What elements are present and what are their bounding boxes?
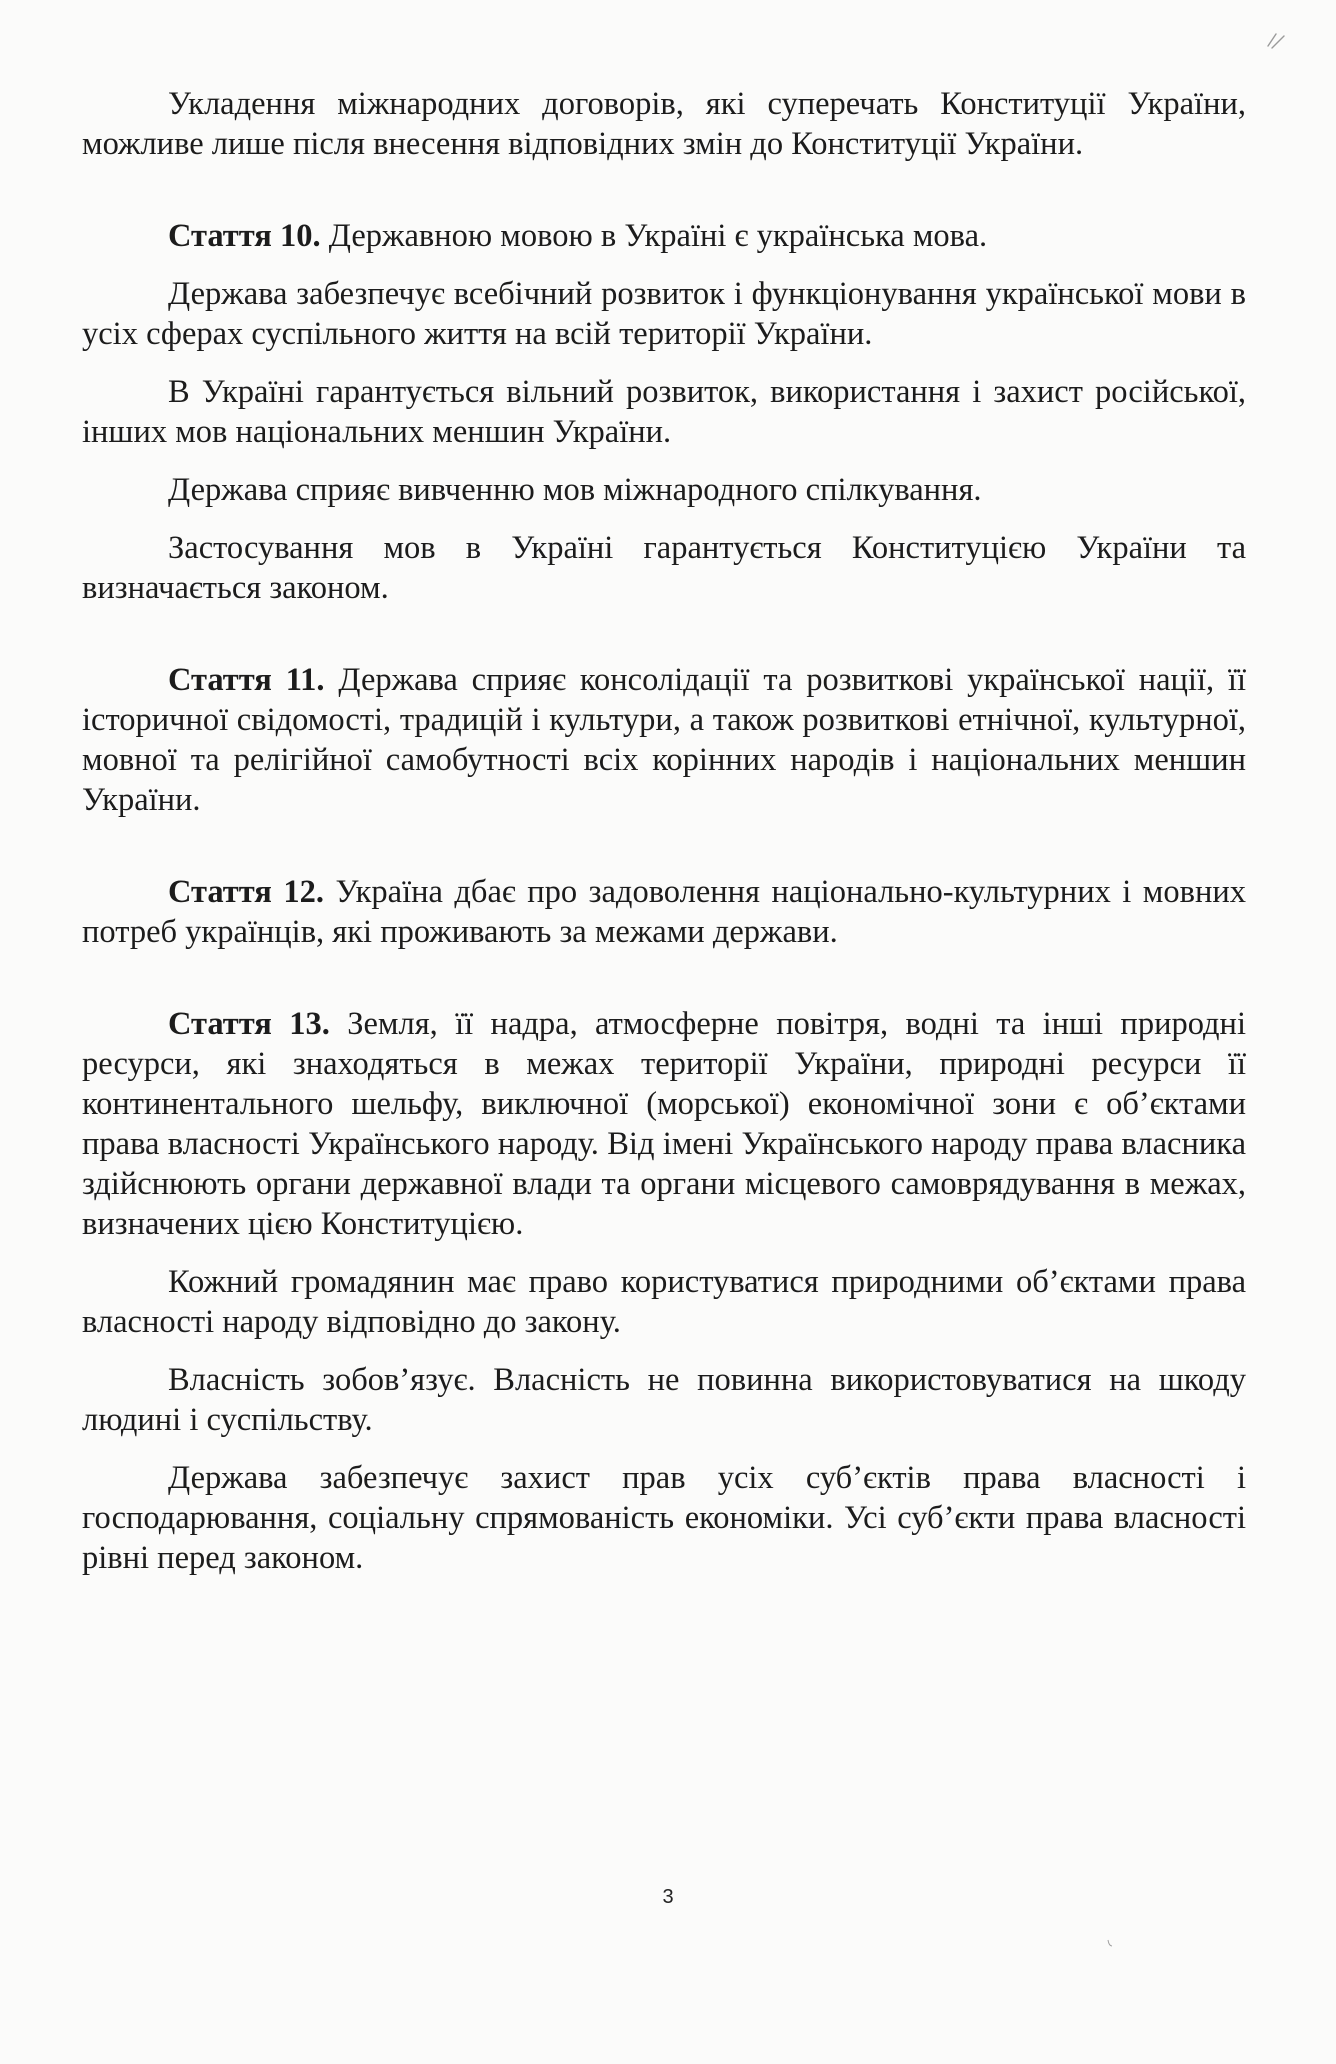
- article-13: [82, 1004, 1246, 1244]
- article-11-title: Стаття 11.: [168, 662, 325, 698]
- paragraph-citizen-right: [82, 1262, 1246, 1342]
- paragraph-text: Застосування мов в Україні гарантується Конституцією України та визначається законом.: [82, 530, 1246, 606]
- paragraph-property-obliges: [82, 1360, 1246, 1440]
- paragraph-text: Держава сприяє вивченню мов міжнародного спілкування.: [168, 472, 982, 508]
- article-10: [82, 216, 1246, 256]
- document-body: [82, 84, 1246, 1578]
- scan-speck-icon: [1106, 1938, 1114, 1948]
- article-11-text: Держава сприяє консолідації та розвиткові української нації, її історичної свідомості, традицій і культури, а також розвиткові етнічної, культурної, мовної та релігійної самобутності всіх корінних народів і національних меншин України.: [82, 662, 1246, 818]
- article-13-title: Стаття 13.: [168, 1006, 330, 1042]
- article-12-text: Україна дбає про задоволення національно-культурних і мовних потреб українців, які проживають за межами держави.: [82, 874, 1246, 950]
- paragraph-state-language-development: [82, 274, 1246, 354]
- paragraph-text: В Україні гарантується вільний розвиток, використання і захист російської, інших мов національних меншин України.: [82, 374, 1246, 450]
- article-12: [82, 872, 1246, 952]
- page-number: 3: [662, 1886, 674, 1908]
- article-10-title: Стаття 10.: [168, 218, 321, 254]
- paragraph-minority-languages: [82, 372, 1246, 452]
- paragraph-language-use: [82, 528, 1246, 608]
- pencil-mark-icon: [1262, 26, 1290, 54]
- article-12-title: Стаття 12.: [168, 874, 324, 910]
- paragraph-text: Укладення міжнародних договорів, які суперечать Конституції України, можливе лише після внесення відповідних змін до Конституції України.: [82, 86, 1246, 162]
- paragraph-international-languages: [82, 470, 1246, 510]
- paragraph-text: Держава забезпечує захист прав усіх суб’єктів права власності і господарювання, соціальну спрямованість економіки. Усі суб’єкти права власності рівні перед законом.: [82, 1460, 1246, 1576]
- article-11: [82, 660, 1246, 820]
- paragraph-text: Власність зобов’язує. Власність не повинна використовуватися на шкоду людині і суспільству.: [82, 1362, 1246, 1438]
- paragraph-property-protection: [82, 1458, 1246, 1578]
- paragraph-text: Кожний громадянин має право користуватися природними об’єктами права власності народу відповідно до закону.: [82, 1264, 1246, 1340]
- paragraph-international-treaties: [82, 84, 1246, 164]
- article-10-text: Державною мовою в Україні є українська мова.: [320, 218, 988, 254]
- paragraph-text: Держава забезпечує всебічний розвиток і функціонування української мови в усіх сферах суспільного життя на всій території України.: [82, 276, 1246, 352]
- article-13-text: Земля, її надра, атмосферне повітря, водні та інші природні ресурси, які знаходяться в межах території України, природні ресурси її континентального шельфу, виключної (морської) економічної зони є об’єктами права власності Українського народу. Від імені Українського народу права власника здійснюють органи державної влади та органи місцевого самоврядування в межах, визначених цією Конституцією.: [82, 1006, 1246, 1242]
